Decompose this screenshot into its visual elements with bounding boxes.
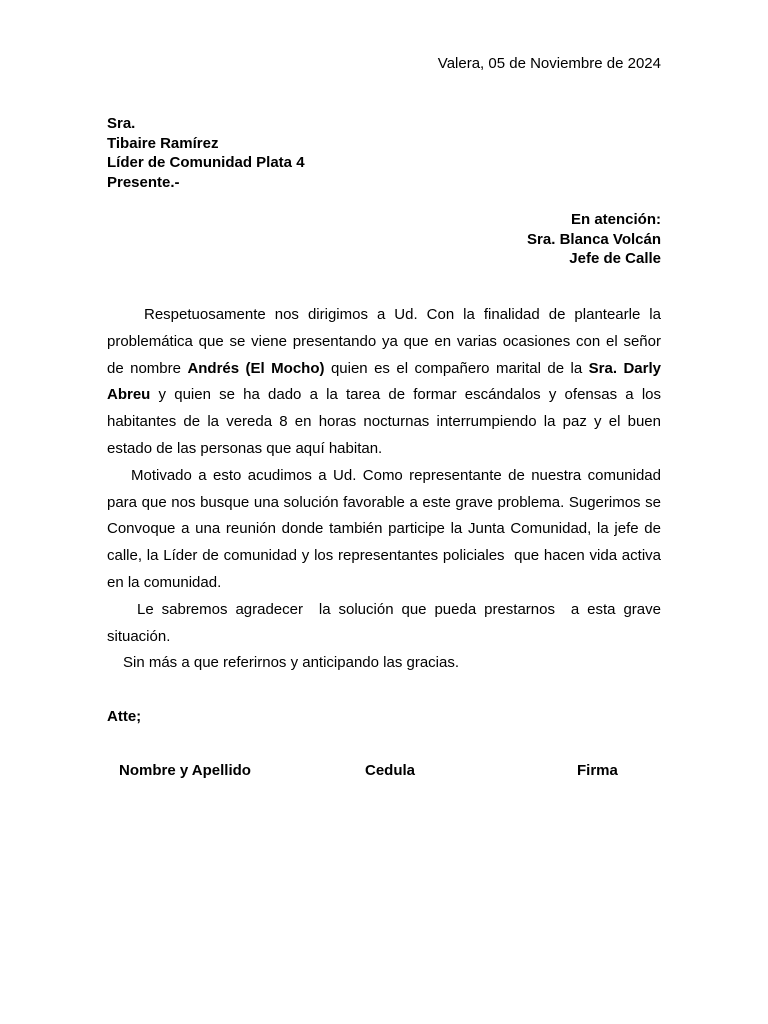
recipient-name: Tibaire Ramírez — [107, 134, 219, 152]
attention-block — [527, 210, 661, 269]
paragraph-1-text-b: quien es el compañero marital de la — [324, 359, 589, 377]
person-name-andres: Andrés (El Mocho) — [187, 359, 325, 377]
paragraph-1-text-c: y quien se ha dado a la tarea de formar escándalos y ofensas a los habitantes de la vereda 8 en horas nocturnas interrumpiendo la paz y el buen estado de las personas que aquí habitan. — [107, 386, 666, 457]
body-paragraph-4: Sin más a que referirnos y anticipando las gracias. — [123, 654, 460, 672]
body-paragraph-2: Motivado a esto acudimos a Ud. Como representante de nuestra comunidad para que nos busque una solución favorable a este grave problema. Sugerimos se Convoque a una reunión donde también participe la Junta Comunidad, la jefe de calle, la Líder de comunidad y los representantes policiales que hacen vida activa en la comunidad. — [107, 466, 666, 591]
letter-closing: Atte; — [107, 708, 142, 725]
recipient-role: Líder de Comunidad Plata 4 — [107, 154, 305, 171]
paragraph-1-text-a: Respetuosamente nos dirigimos a Ud. Con la finalidad de plantearle la problemática que se viene presentando ya que en varias ocasiones con el señor de nombre — [107, 306, 666, 377]
letter-date: Valera, 05 de Noviembre de 2024 — [437, 55, 661, 72]
signature-field-name-label: Nombre y Apellido — [119, 762, 251, 779]
recipient-presente: Presente.- — [107, 173, 180, 191]
letter-body — [107, 302, 666, 677]
signature-field-signature-label: Firma — [577, 762, 618, 779]
attention-heading: En atención: — [570, 211, 661, 228]
body-paragraph-3: Le sabremos agradecer la solución que pueda prestarnos a esta grave situación. — [107, 600, 666, 645]
signature-field-id-label: Cedula — [365, 762, 416, 779]
attention-name: Sra. Blanca Volcán — [527, 230, 661, 248]
recipient-salutation: Sra. — [107, 115, 136, 132]
body-paragraph-1 — [107, 302, 666, 463]
attention-role: Jefe de Calle — [569, 250, 661, 267]
recipient-block — [107, 114, 305, 192]
person-name-darly: Sra. Darly Abreu — [107, 359, 665, 404]
